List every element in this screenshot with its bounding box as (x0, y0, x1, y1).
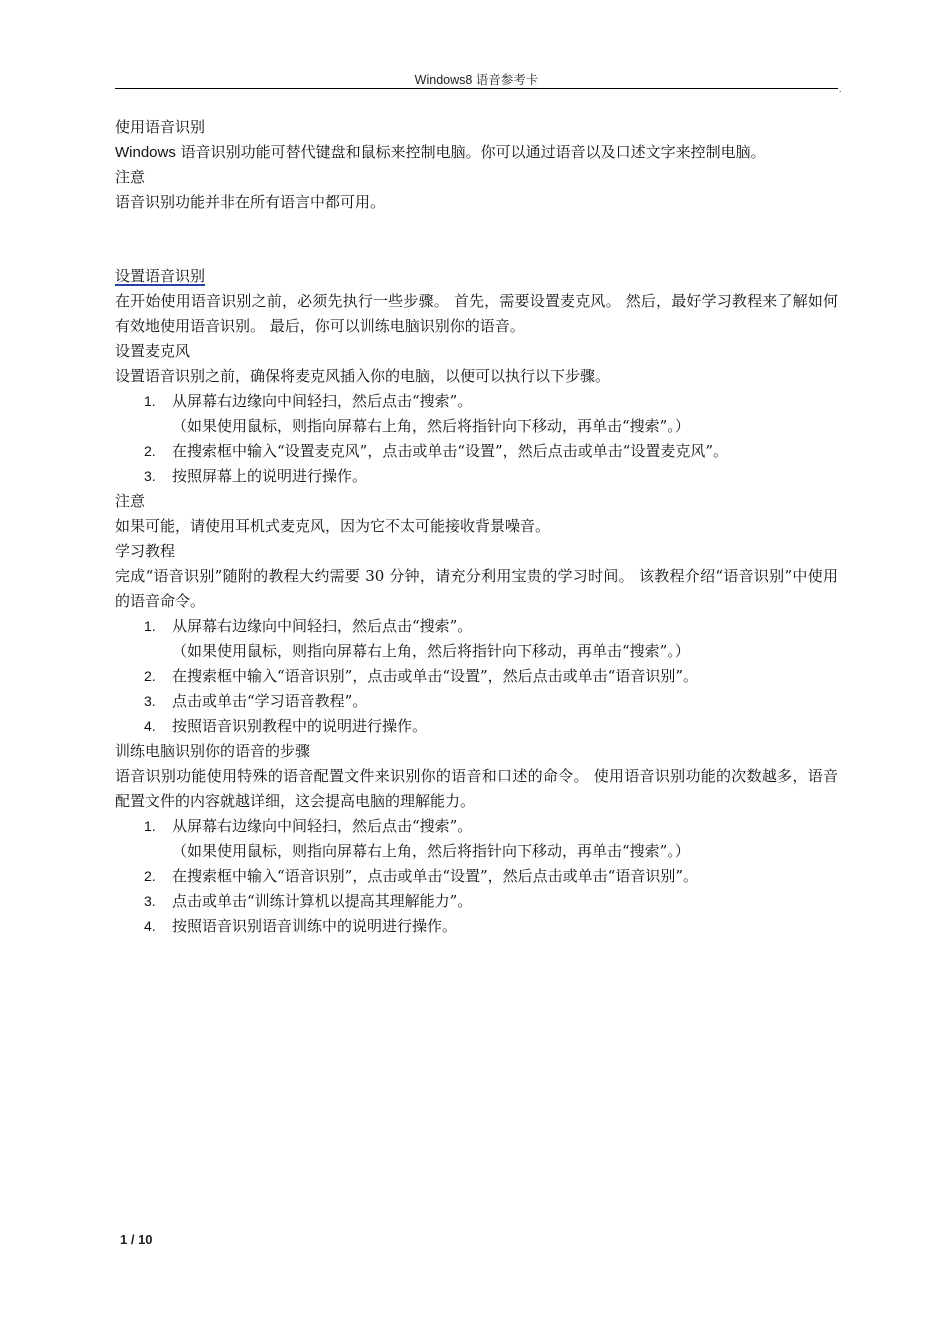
list-text: 在搜索框中输入“语音识别”，点击或单击“设置”，然后点击或单击“语音识别”。 (172, 667, 699, 685)
tutorial-paragraph: 完成“语音识别”随附的教程大约需要 30 分钟，请充分利用宝贵的学习时间。 该教程介绍“语音识别”中使用的语音命令。 (115, 567, 838, 610)
list-item (115, 714, 838, 739)
list-item (115, 814, 838, 864)
spacer (115, 215, 838, 264)
list-number: 1. (144, 618, 156, 634)
list-item (115, 439, 838, 464)
section-heading-training: 训练电脑识别你的语音的步骤 (115, 742, 311, 760)
list-number: 4. (144, 718, 156, 734)
section-heading-tutorial: 学习教程 (115, 542, 176, 560)
list-text: 从屏幕右边缘向中间轻扫，然后点击“搜索”。 (172, 392, 473, 410)
list-text: 从屏幕右边缘向中间轻扫，然后点击“搜索”。 (172, 617, 473, 635)
header-rule (115, 88, 838, 89)
list-number: 3. (144, 893, 156, 909)
list-number: 4. (144, 918, 156, 934)
list-item (115, 914, 838, 939)
training-steps-list (115, 814, 838, 939)
intro-paragraph (115, 140, 838, 165)
setup-speech-link[interactable]: 设置语音识别 (115, 267, 206, 285)
mic-note-body: 如果可能，请使用耳机式麦克风，因为它不太可能接收背景噪音。 (115, 517, 551, 535)
windows-word: Windows (115, 144, 176, 161)
document-body (115, 115, 838, 939)
list-item (115, 664, 838, 689)
list-number: 2. (144, 443, 156, 459)
list-subtext: （如果使用鼠标，则指向屏幕右上角，然后将指针向下移动，再单击“搜索”。） (172, 642, 690, 660)
list-subtext: （如果使用鼠标，则指向屏幕右上角，然后将指针向下移动，再单击“搜索”。） (172, 842, 690, 860)
mic-note-label: 注意 (115, 492, 146, 510)
section-heading-setup-link[interactable] (115, 264, 838, 289)
section-heading-mic: 设置麦克风 (115, 342, 191, 360)
note-body: 语音识别功能并非在所有语言中都可用。 (115, 193, 386, 211)
list-text: 点击或单击“学习语音教程”。 (172, 692, 368, 710)
page-header: Windows8 语音参考卡 (414, 73, 539, 87)
header-tick: . (839, 84, 842, 94)
list-number: 1. (144, 393, 156, 409)
list-text: 在搜索框中输入“设置麦克风”，点击或单击“设置”，然后点击或单击“设置麦克风”。 (172, 442, 729, 460)
list-item (115, 464, 838, 489)
mic-paragraph: 设置语音识别之前，确保将麦克风插入你的电脑，以便可以执行以下步骤。 (115, 367, 611, 385)
list-item (115, 889, 838, 914)
list-text: 按照语音识别语音训练中的说明进行操作。 (172, 917, 458, 935)
tutorial-steps-list (115, 614, 838, 739)
section-heading-use-speech: 使用语音识别 (115, 118, 206, 136)
list-subtext: （如果使用鼠标，则指向屏幕右上角，然后将指针向下移动，再单击“搜索”。） (172, 417, 690, 435)
list-number: 1. (144, 818, 156, 834)
list-item (115, 389, 838, 439)
list-text: 从屏幕右边缘向中间轻扫，然后点击“搜索”。 (172, 817, 473, 835)
list-number: 2. (144, 868, 156, 884)
list-number: 3. (144, 693, 156, 709)
list-number: 3. (144, 468, 156, 484)
training-paragraph: 语音识别功能使用特殊的语音配置文件来识别你的语音和口述的命令。 使用语音识别功能的次数越多，语音配置文件的内容就越详细，这会提高电脑的理解能力。 (115, 767, 838, 810)
list-text: 按照语音识别教程中的说明进行操作。 (172, 717, 428, 735)
list-item (115, 864, 838, 889)
list-item (115, 614, 838, 664)
mic-steps-list (115, 389, 838, 489)
page-number: 1 / 10 (120, 1232, 153, 1247)
list-text: 按照屏幕上的说明进行操作。 (172, 467, 368, 485)
list-item (115, 689, 838, 714)
note-label: 注意 (115, 168, 146, 186)
setup-paragraph: 在开始使用语音识别之前，必须先执行一些步骤。 首先，需要设置麦克风。 然后，最好学习教程来了解如何有效地使用语音识别。 最后，你可以训练电脑识别你的语音。 (115, 292, 838, 335)
list-number: 2. (144, 668, 156, 684)
list-text: 点击或单击“训练计算机以提高其理解能力”。 (172, 892, 473, 910)
list-text: 在搜索框中输入“语音识别”，点击或单击“设置”，然后点击或单击“语音识别”。 (172, 867, 699, 885)
intro-text: 语音识别功能可替代键盘和鼠标来控制电脑。你可以通过语音以及口述文字来控制电脑。 (175, 143, 766, 161)
